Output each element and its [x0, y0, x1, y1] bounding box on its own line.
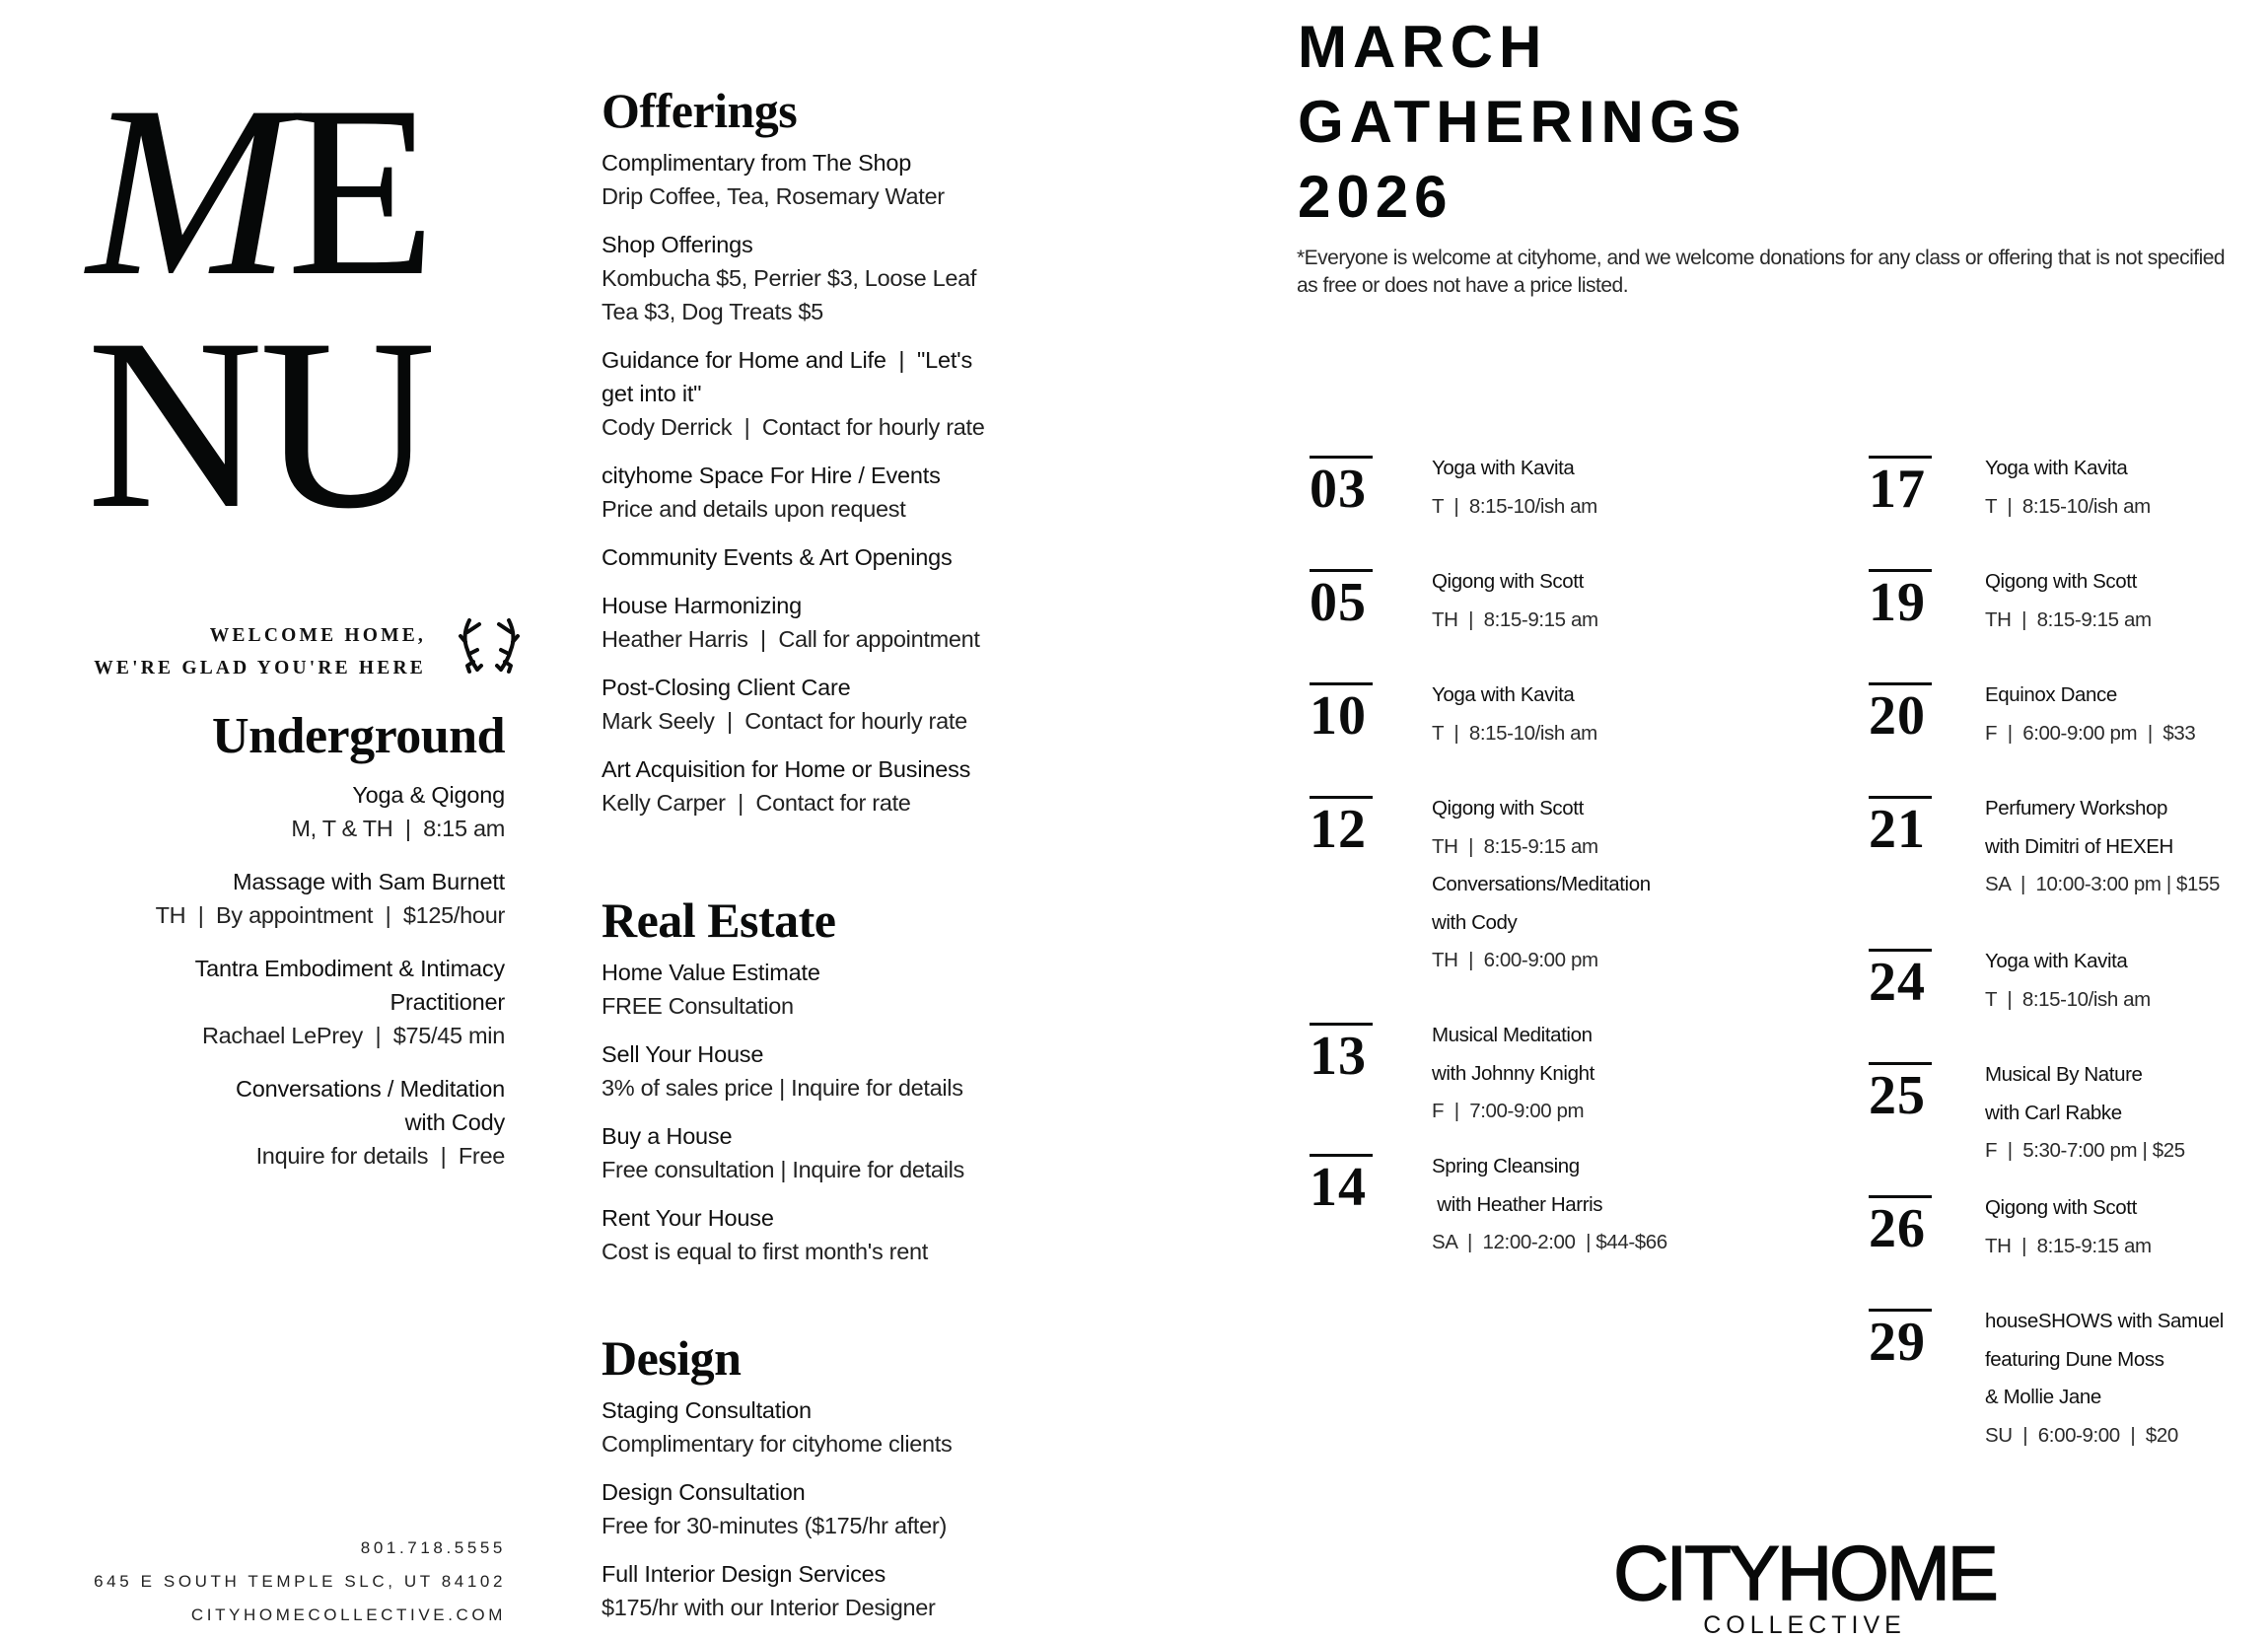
service-title: Sell Your House	[602, 1041, 764, 1067]
design-list	[602, 1393, 1055, 1624]
event-details	[1432, 677, 1767, 752]
gatherings-title	[1298, 10, 1747, 235]
event-details	[1432, 563, 1767, 639]
welcome-message	[94, 619, 426, 684]
event-schedule: TH | 8:15-9:15 am	[1985, 607, 2152, 631]
event-schedule: TH | 8:15-9:15 am	[1432, 607, 1598, 631]
service-title: cityhome Space For Hire / Events	[602, 463, 941, 488]
event-details	[1985, 563, 2268, 639]
title-line: MARCH	[1298, 14, 1548, 80]
event-date: 12	[1310, 796, 1373, 858]
item-details: TH | By appointment | $125/hour	[155, 902, 505, 929]
underground-item	[51, 1072, 505, 1173]
service-title: Guidance for Home and Life | "Let's	[602, 347, 972, 373]
service-details: Heather Harris | Call for appointment	[602, 626, 980, 652]
service-details: $175/hr with our Interior Designer	[602, 1595, 936, 1620]
event-title: with Carl Rabke	[1985, 1101, 2122, 1124]
service-details: Kombucha $5, Perrier $3, Loose Leaf	[602, 265, 977, 291]
event-date: 14	[1310, 1154, 1373, 1216]
underground-item	[51, 865, 505, 932]
event-title: Yoga with Kavita	[1985, 457, 2128, 479]
service-title: Post-Closing Client Care	[602, 675, 851, 700]
menu-letter-m: M	[87, 55, 287, 326]
service-title: Rent Your House	[602, 1205, 774, 1231]
event-date: 13	[1310, 1023, 1373, 1085]
service-details: Cost is equal to first month's rent	[602, 1239, 928, 1264]
donation-disclaimer: *Everyone is welcome at cityhome, and we welcome donations for any class or offering that is not specified as free or does not have a price listed.	[1297, 247, 2226, 297]
title-line: GATHERINGS	[1298, 89, 1747, 155]
service-title: Buy a House	[602, 1123, 733, 1149]
event-title: Qigong with Scott	[1985, 1196, 2137, 1219]
service-details: Price and details upon request	[602, 496, 906, 522]
event-date: 24	[1869, 949, 1932, 1011]
item-title: with Cody	[404, 1109, 505, 1136]
event-details	[1985, 943, 2268, 1019]
offerings-section	[602, 84, 1055, 834]
service-item	[602, 1119, 1055, 1186]
event-details	[1432, 1148, 1767, 1262]
service-title: Full Interior Design Services	[602, 1561, 886, 1587]
real-estate-list	[602, 956, 1055, 1268]
service-item	[602, 1475, 1055, 1542]
event-details	[1985, 1189, 2268, 1265]
menu-letter-e: E	[286, 55, 433, 326]
service-title: Complimentary from The Shop	[602, 150, 912, 176]
underground-item	[51, 952, 505, 1052]
event-title: Equinox Dance	[1985, 683, 2117, 706]
underground-heading: Underground	[212, 708, 505, 764]
welcome-line-2: WE'RE GLAD YOU'RE HERE	[94, 658, 426, 678]
service-title: Art Acquisition for Home or Business	[602, 756, 971, 782]
event-date: 05	[1310, 569, 1373, 631]
service-item	[602, 1201, 1055, 1268]
event-title: houseSHOWS with Samuel	[1985, 1310, 2224, 1332]
service-details: Drip Coffee, Tea, Rosemary Water	[602, 183, 945, 209]
phone-number[interactable]: 801.718.5555	[360, 1538, 506, 1557]
event-schedule: T | 8:15-10/ish am	[1985, 494, 2151, 518]
service-details: Complimentary for cityhome clients	[602, 1431, 953, 1457]
item-title: Conversations / Meditation	[235, 1076, 505, 1103]
service-details: Free consultation | Inquire for details	[602, 1157, 964, 1182]
event-details	[1432, 790, 1767, 980]
event-title: Conversations/Meditation	[1432, 873, 1651, 895]
service-item	[602, 1393, 1055, 1461]
title-line: 2026	[1298, 164, 1453, 230]
service-title: Shop Offerings	[602, 232, 753, 257]
underground-item	[51, 778, 505, 845]
item-title: Tantra Embodiment & Intimacy	[194, 956, 505, 982]
event-details	[1432, 450, 1767, 526]
event-title: Qigong with Scott	[1432, 797, 1584, 820]
event-date: 25	[1869, 1062, 1932, 1124]
real-estate-section	[602, 893, 1055, 1283]
item-details: Rachael LePrey | $75/45 min	[201, 1023, 505, 1049]
offerings-list	[602, 146, 1055, 820]
event-date: 10	[1310, 682, 1373, 745]
cityhome-logo	[1605, 1530, 2004, 1640]
service-details: Kelly Carper | Contact for rate	[602, 790, 911, 816]
event-schedule: SU | 6:00-9:00 | $20	[1985, 1423, 2178, 1447]
underground-section	[51, 708, 505, 1192]
event-schedule: TH | 8:15-9:15 am	[1432, 834, 1598, 858]
event-schedule: SA | 12:00-2:00 | $44-$66	[1432, 1231, 1667, 1253]
website-link[interactable]: CITYHOMECOLLECTIVE.COM	[190, 1605, 506, 1624]
event-details	[1432, 1017, 1767, 1131]
service-item	[602, 1037, 1055, 1105]
service-details: 3% of sales price | Inquire for details	[602, 1075, 963, 1101]
event-title: Spring Cleansing	[1432, 1155, 1580, 1177]
underground-list	[51, 778, 505, 1173]
event-schedule: T | 8:15-10/ish am	[1432, 721, 1597, 745]
antlers-icon	[456, 614, 523, 683]
service-details: Mark Seely | Contact for hourly rate	[602, 708, 967, 734]
event-date: 26	[1869, 1195, 1932, 1257]
menu-wordmark	[87, 55, 442, 559]
event-details	[1985, 1303, 2268, 1455]
event-schedule: SA | 10:00-3:00 pm | $155	[1985, 873, 2221, 895]
event-schedule: T | 8:15-10/ish am	[1432, 494, 1597, 518]
design-heading: Design	[602, 1330, 742, 1386]
event-date: 17	[1869, 456, 1932, 518]
service-title: Staging Consultation	[602, 1397, 812, 1423]
event-schedule: TH | 6:00-9:00 pm	[1432, 949, 1598, 971]
offerings-heading: Offerings	[602, 83, 798, 138]
service-item	[602, 146, 1055, 213]
menu-wordmark-line-1	[87, 55, 442, 326]
event-title: Musical By Nature	[1985, 1063, 2143, 1086]
address: 645 E SOUTH TEMPLE SLC, UT 84102	[94, 1572, 506, 1591]
real-estate-heading: Real Estate	[602, 892, 836, 948]
service-details: Cody Derrick | Contact for hourly rate	[602, 414, 985, 440]
menu-wordmark-line-2: NU	[87, 288, 433, 559]
design-section	[602, 1331, 1055, 1639]
logo-wordmark: CITYHOME	[1613, 1530, 1996, 1616]
event-details	[1985, 677, 2268, 752]
event-date: 03	[1310, 456, 1373, 518]
service-item	[602, 671, 1055, 738]
service-item	[602, 540, 1055, 574]
event-title: featuring Dune Moss	[1985, 1347, 2164, 1371]
event-title: Yoga with Kavita	[1985, 950, 2128, 972]
item-details: Inquire for details | Free	[255, 1143, 505, 1170]
service-title: Design Consultation	[602, 1479, 806, 1505]
service-item	[602, 228, 1055, 328]
event-title: Qigong with Scott	[1432, 570, 1584, 593]
event-date: 21	[1869, 796, 1932, 858]
service-title: get into it"	[602, 381, 702, 406]
service-item	[602, 589, 1055, 656]
service-title: Home Value Estimate	[602, 960, 820, 985]
event-title: with Heather Harris	[1432, 1192, 1603, 1216]
event-title: with Cody	[1432, 910, 1518, 934]
event-title: Musical Meditation	[1432, 1024, 1593, 1046]
event-title: Yoga with Kavita	[1432, 457, 1575, 479]
service-details: Free for 30-minutes ($175/hr after)	[602, 1513, 947, 1538]
service-title: Community Events & Art Openings	[602, 544, 953, 570]
event-title: & Mollie Jane	[1985, 1386, 2101, 1408]
event-schedule: T | 8:15-10/ish am	[1985, 987, 2151, 1011]
service-details: Tea $3, Dog Treats $5	[602, 299, 823, 324]
contact-info	[94, 1532, 506, 1632]
service-item	[602, 459, 1055, 526]
event-schedule: F | 5:30-7:00 pm | $25	[1985, 1139, 2185, 1162]
item-title: Massage with Sam Burnett	[232, 869, 505, 895]
event-title: Qigong with Scott	[1985, 570, 2137, 593]
item-title: Practitioner	[390, 989, 505, 1016]
event-details	[1985, 790, 2268, 904]
welcome-line-1: WELCOME HOME,	[209, 625, 426, 646]
service-details: FREE Consultation	[602, 993, 794, 1019]
event-title: Perfumery Workshop	[1985, 797, 2167, 820]
service-title: House Harmonizing	[602, 593, 802, 618]
service-item	[602, 752, 1055, 820]
event-schedule: F | 7:00-9:00 pm	[1432, 1100, 1585, 1122]
event-title: with Dimitri of HEXEH	[1985, 834, 2173, 858]
service-item	[602, 1557, 1055, 1624]
event-schedule: TH | 8:15-9:15 am	[1985, 1234, 2152, 1257]
event-details	[1985, 450, 2268, 526]
event-date: 19	[1869, 569, 1932, 631]
service-item	[602, 956, 1055, 1023]
event-schedule: F | 6:00-9:00 pm | $33	[1985, 721, 2196, 745]
service-item	[602, 343, 1055, 444]
event-date: 29	[1869, 1309, 1932, 1371]
event-details	[1985, 1056, 2268, 1171]
item-title: Yoga & Qigong	[352, 782, 505, 809]
event-date: 20	[1869, 682, 1932, 745]
event-title: with Johnny Knight	[1432, 1061, 1595, 1085]
item-details: M, T & TH | 8:15 am	[291, 816, 505, 842]
logo-subtitle: COLLECTIVE	[1703, 1611, 1906, 1639]
event-title: Yoga with Kavita	[1432, 683, 1575, 706]
